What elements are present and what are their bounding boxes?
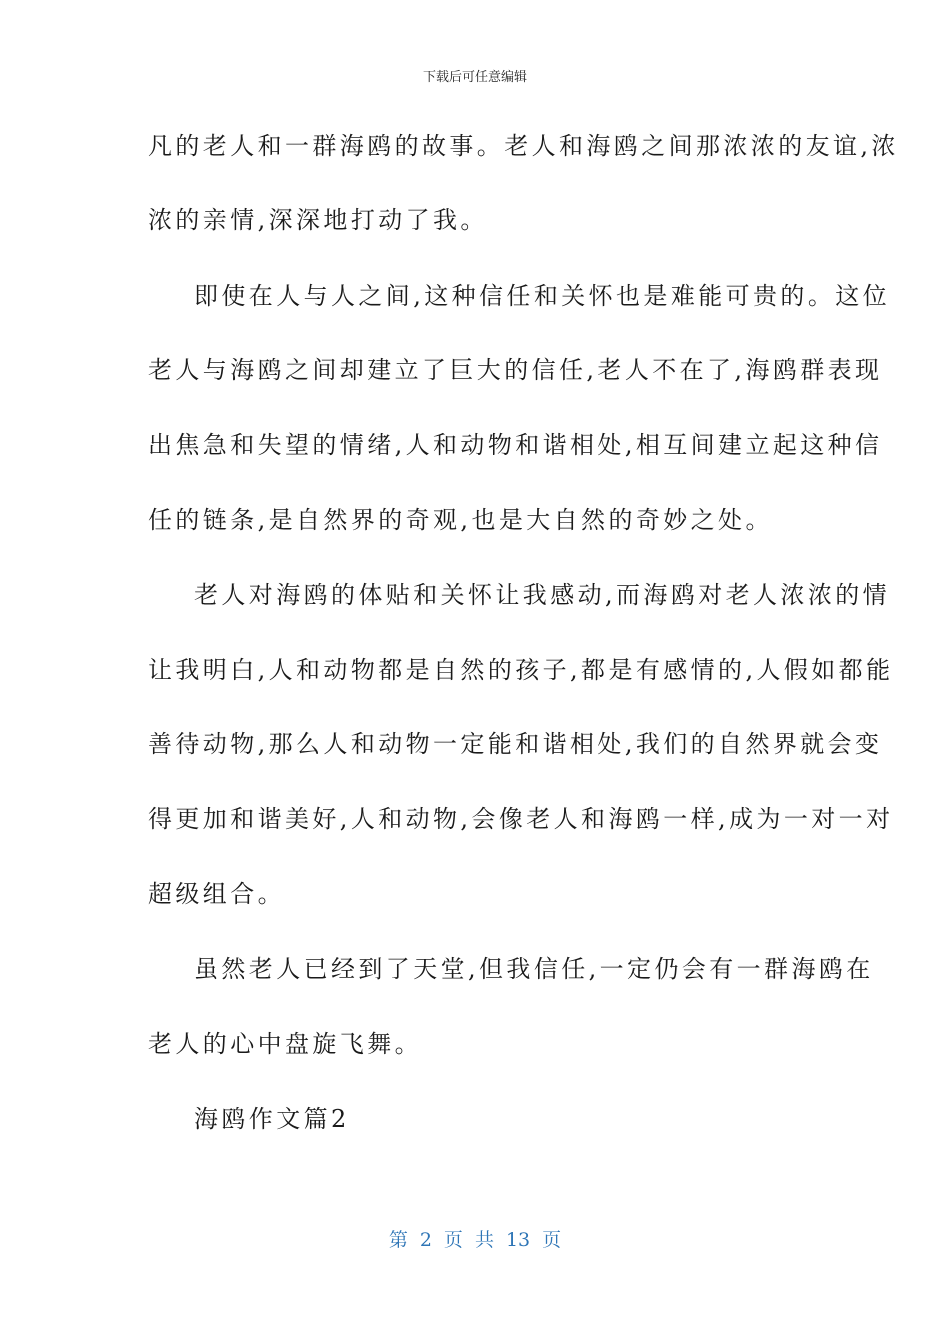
body-line: 得更加和谐美好,人和动物,会像老人和海鸥一样,成为一对一对 [148,805,894,833]
body-line: 超级组合。 [148,880,285,908]
body-line: 善待动物,那么人和动物一定能和谐相处,我们的自然界就会变 [148,730,883,758]
body-line: 让我明白,人和动物都是自然的孩子,都是有感情的,人假如都能 [148,656,894,684]
paragraph-start-line: 即使在人与人之间,这种信任和关怀也是难能可贵的。这位 [194,282,891,310]
section-heading: 海鸥作文篇2 [194,1105,350,1133]
footer-page-middle: 页 共 [443,1229,494,1251]
footer-page-prefix: 第 [388,1229,408,1251]
footer-page-number: 2 [419,1229,432,1251]
body-line: 凡的老人和一群海鸥的故事。老人和海鸥之间那浓浓的友谊,浓 [148,132,899,160]
body-line: 出焦急和失望的情绪,人和动物和谐相处,相互间建立起这种信 [148,431,883,459]
body-line: 老人与海鸥之间却建立了巨大的信任,老人不在了,海鸥群表现 [148,356,883,384]
footer-page-total: 13 [505,1229,531,1251]
header-note: 下载后可任意编辑 [422,70,527,85]
page-footer [0,1225,950,1252]
footer-page-suffix: 页 [542,1229,562,1251]
body-line: 任的链条,是自然界的奇观,也是大自然的奇妙之处。 [148,506,773,534]
body-line: 老人的心中盘旋飞舞。 [148,1030,422,1058]
paragraph-start-line: 老人对海鸥的体贴和关怀让我感动,而海鸥对老人浓浓的情 [194,581,891,609]
body-line: 浓的亲情,深深地打动了我。 [148,206,488,234]
paragraph-start-line: 虽然老人已经到了天堂,但我信任,一定仍会有一群海鸥在 [194,955,874,983]
